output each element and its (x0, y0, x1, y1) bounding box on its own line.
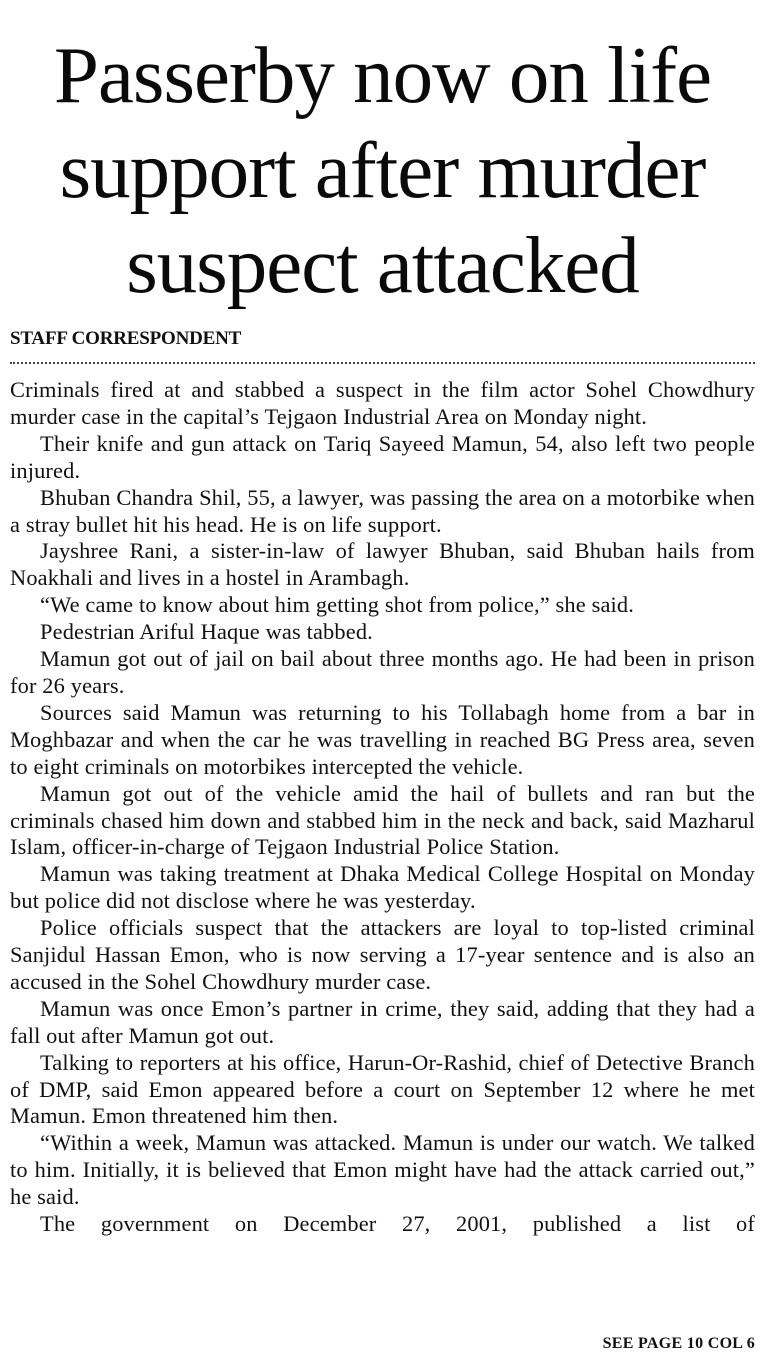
headline (10, 0, 755, 313)
continuation-jump-line: SEE PAGE 10 COL 6 (602, 1335, 755, 1352)
paragraph: Mamun was taking treatment at Dhaka Medical College Hospital on Monday but police did not disclose where he was yesterday. (10, 861, 755, 914)
paragraph: Mamun got out of the vehicle amid the hail of bullets and ran but the criminals chased him down and stabbed him in the neck and back, said Mazharul Islam, officer-in-charge of Tejgaon Industrial Police Station. (10, 780, 755, 860)
paragraph: Talking to reporters at his office, Harun-Or-Rashid, chief of Detective Branch of DMP, said Emon appeared before a court on September 12 where he met Mamun. Emon threatened him then. (10, 1049, 755, 1129)
paragraph: The government on December 27, 2001, published a list of (40, 1211, 755, 1237)
byline: STAFF CORRESPONDENT (10, 328, 242, 349)
paragraph: Pedestrian Ariful Haque was tabbed. (40, 619, 373, 645)
paragraph: Police officials suspect that the attackers are loyal to top-listed criminal Sanjidul Hassan Emon, who is now serving a 17-year sentence and is also an accused in the Sohel Chowdhury murder case. (10, 915, 755, 994)
paragraph: Bhuban Chandra Shil, 55, a lawyer, was passing the area on a motorbike when a stray bullet hit his head. He is on life support. (10, 484, 755, 537)
paragraph: Mamun was once Emon’s partner in crime, they said, adding that they had a fall out after Mamun got out. (10, 995, 755, 1048)
headline-line: suspect attacked (126, 220, 639, 310)
paragraph: “Within a week, Mamun was attacked. Mamun is under our watch. We talked to him. Initially, it is believed that Emon might have had the attack carried out,” he said. (10, 1130, 755, 1210)
headline-line: support after murder (59, 125, 706, 215)
dotted-divider (10, 362, 755, 364)
paragraph: Jayshree Rani, a sister-in-law of lawyer Bhuban, said Bhuban hails from Noakhali and lives in a hostel in Arambagh. (10, 538, 755, 591)
paragraph: “We came to know about him getting shot from police,” she said. (40, 592, 635, 618)
paragraph: Criminals fired at and stabbed a suspect in the film actor Sohel Chowdhury murder case in the capital’s Tejgaon Industrial Area on Monday night. (10, 377, 755, 429)
newspaper-article (10, 0, 755, 1371)
paragraph: Their knife and gun attack on Tariq Sayeed Mamun, 54, also left two people injured. (10, 430, 755, 483)
article-body (10, 377, 755, 1238)
paragraph: Sources said Mamun was returning to his Tollabagh home from a bar in Moghbazar and when the car he was travelling in reached BG Press area, seven to eight criminals on motorbikes intercepted the vehicle. (10, 699, 755, 779)
paragraph: Mamun got out of jail on bail about three months ago. He had been in prison for 26 years. (10, 646, 755, 698)
headline-line: Passerby now on life (53, 30, 712, 120)
